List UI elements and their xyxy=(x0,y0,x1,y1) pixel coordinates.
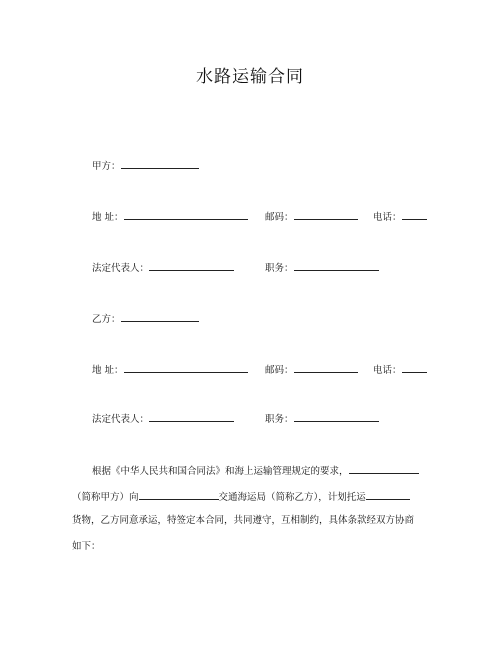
preamble-paragraph xyxy=(72,462,428,562)
party-b-address-blank[interactable] xyxy=(124,361,248,373)
party-a-rep-blank[interactable] xyxy=(149,259,234,271)
preamble-line-3: 货物，乙方同意承运，特签定本合同，共同遵守，互相制约，具体条款经双方协商 xyxy=(72,515,415,526)
preamble-line-1-text: 根据《中华人民共和国合同法》和海上运输管理规定的要求， xyxy=(92,466,349,477)
party-b-rep-blank[interactable] xyxy=(149,410,234,422)
preamble-line-4: 如下： xyxy=(72,541,101,552)
party-b-position-label: 职务： xyxy=(265,414,294,425)
party-b-phone-row xyxy=(373,361,427,378)
party-a-postcode-label: 邮码： xyxy=(265,212,294,223)
party-a-address-label: 地 址： xyxy=(92,212,124,223)
preamble-bureau-blank[interactable] xyxy=(139,488,219,500)
party-a-phone-row xyxy=(373,208,427,225)
preamble-line-1 xyxy=(92,462,419,479)
party-b-postcode-label: 邮码： xyxy=(265,365,294,376)
party-b-postcode-row xyxy=(265,361,358,378)
party-a-phone-label: 电话： xyxy=(373,212,402,223)
preamble-line-2 xyxy=(72,488,410,505)
party-b-phone-label: 电话： xyxy=(373,365,402,376)
party-b-address-label: 地 址： xyxy=(92,365,124,376)
party-a-position-label: 职务： xyxy=(265,263,294,274)
preamble-line-2b: 交通海运局（简称乙方），计划托运 xyxy=(218,492,366,503)
preamble-line-2a: （简称甲方）向 xyxy=(72,492,139,503)
party-b-blank[interactable] xyxy=(121,310,199,322)
party-a-rep-row xyxy=(92,259,234,276)
party-a-postcode-blank[interactable] xyxy=(294,208,358,220)
party-b-position-row xyxy=(265,410,379,427)
party-a-position-blank[interactable] xyxy=(294,259,379,271)
party-b-rep-label: 法定代表人： xyxy=(92,414,150,425)
party-a-address-blank[interactable] xyxy=(124,208,248,220)
party-a-rep-label: 法定代表人： xyxy=(92,263,150,274)
party-a-blank[interactable] xyxy=(121,157,199,169)
party-a-address-row xyxy=(92,208,248,225)
party-a-label: 甲方： xyxy=(92,161,121,172)
preamble-cargo-blank[interactable] xyxy=(366,488,410,500)
party-b-position-blank[interactable] xyxy=(294,410,379,422)
party-b-phone-blank[interactable] xyxy=(402,361,427,373)
party-a-line xyxy=(92,157,199,174)
party-b-line xyxy=(92,310,199,327)
party-b-postcode-blank[interactable] xyxy=(294,361,358,373)
document-title: 水路运输合同 xyxy=(196,67,304,87)
party-a-postcode-row xyxy=(265,208,358,225)
party-b-address-row xyxy=(92,361,248,378)
preamble-shipper-blank[interactable] xyxy=(349,462,419,474)
party-a-phone-blank[interactable] xyxy=(402,208,427,220)
party-a-position-row xyxy=(265,259,379,276)
party-b-rep-row xyxy=(92,410,234,427)
party-b-label: 乙方： xyxy=(92,314,121,325)
